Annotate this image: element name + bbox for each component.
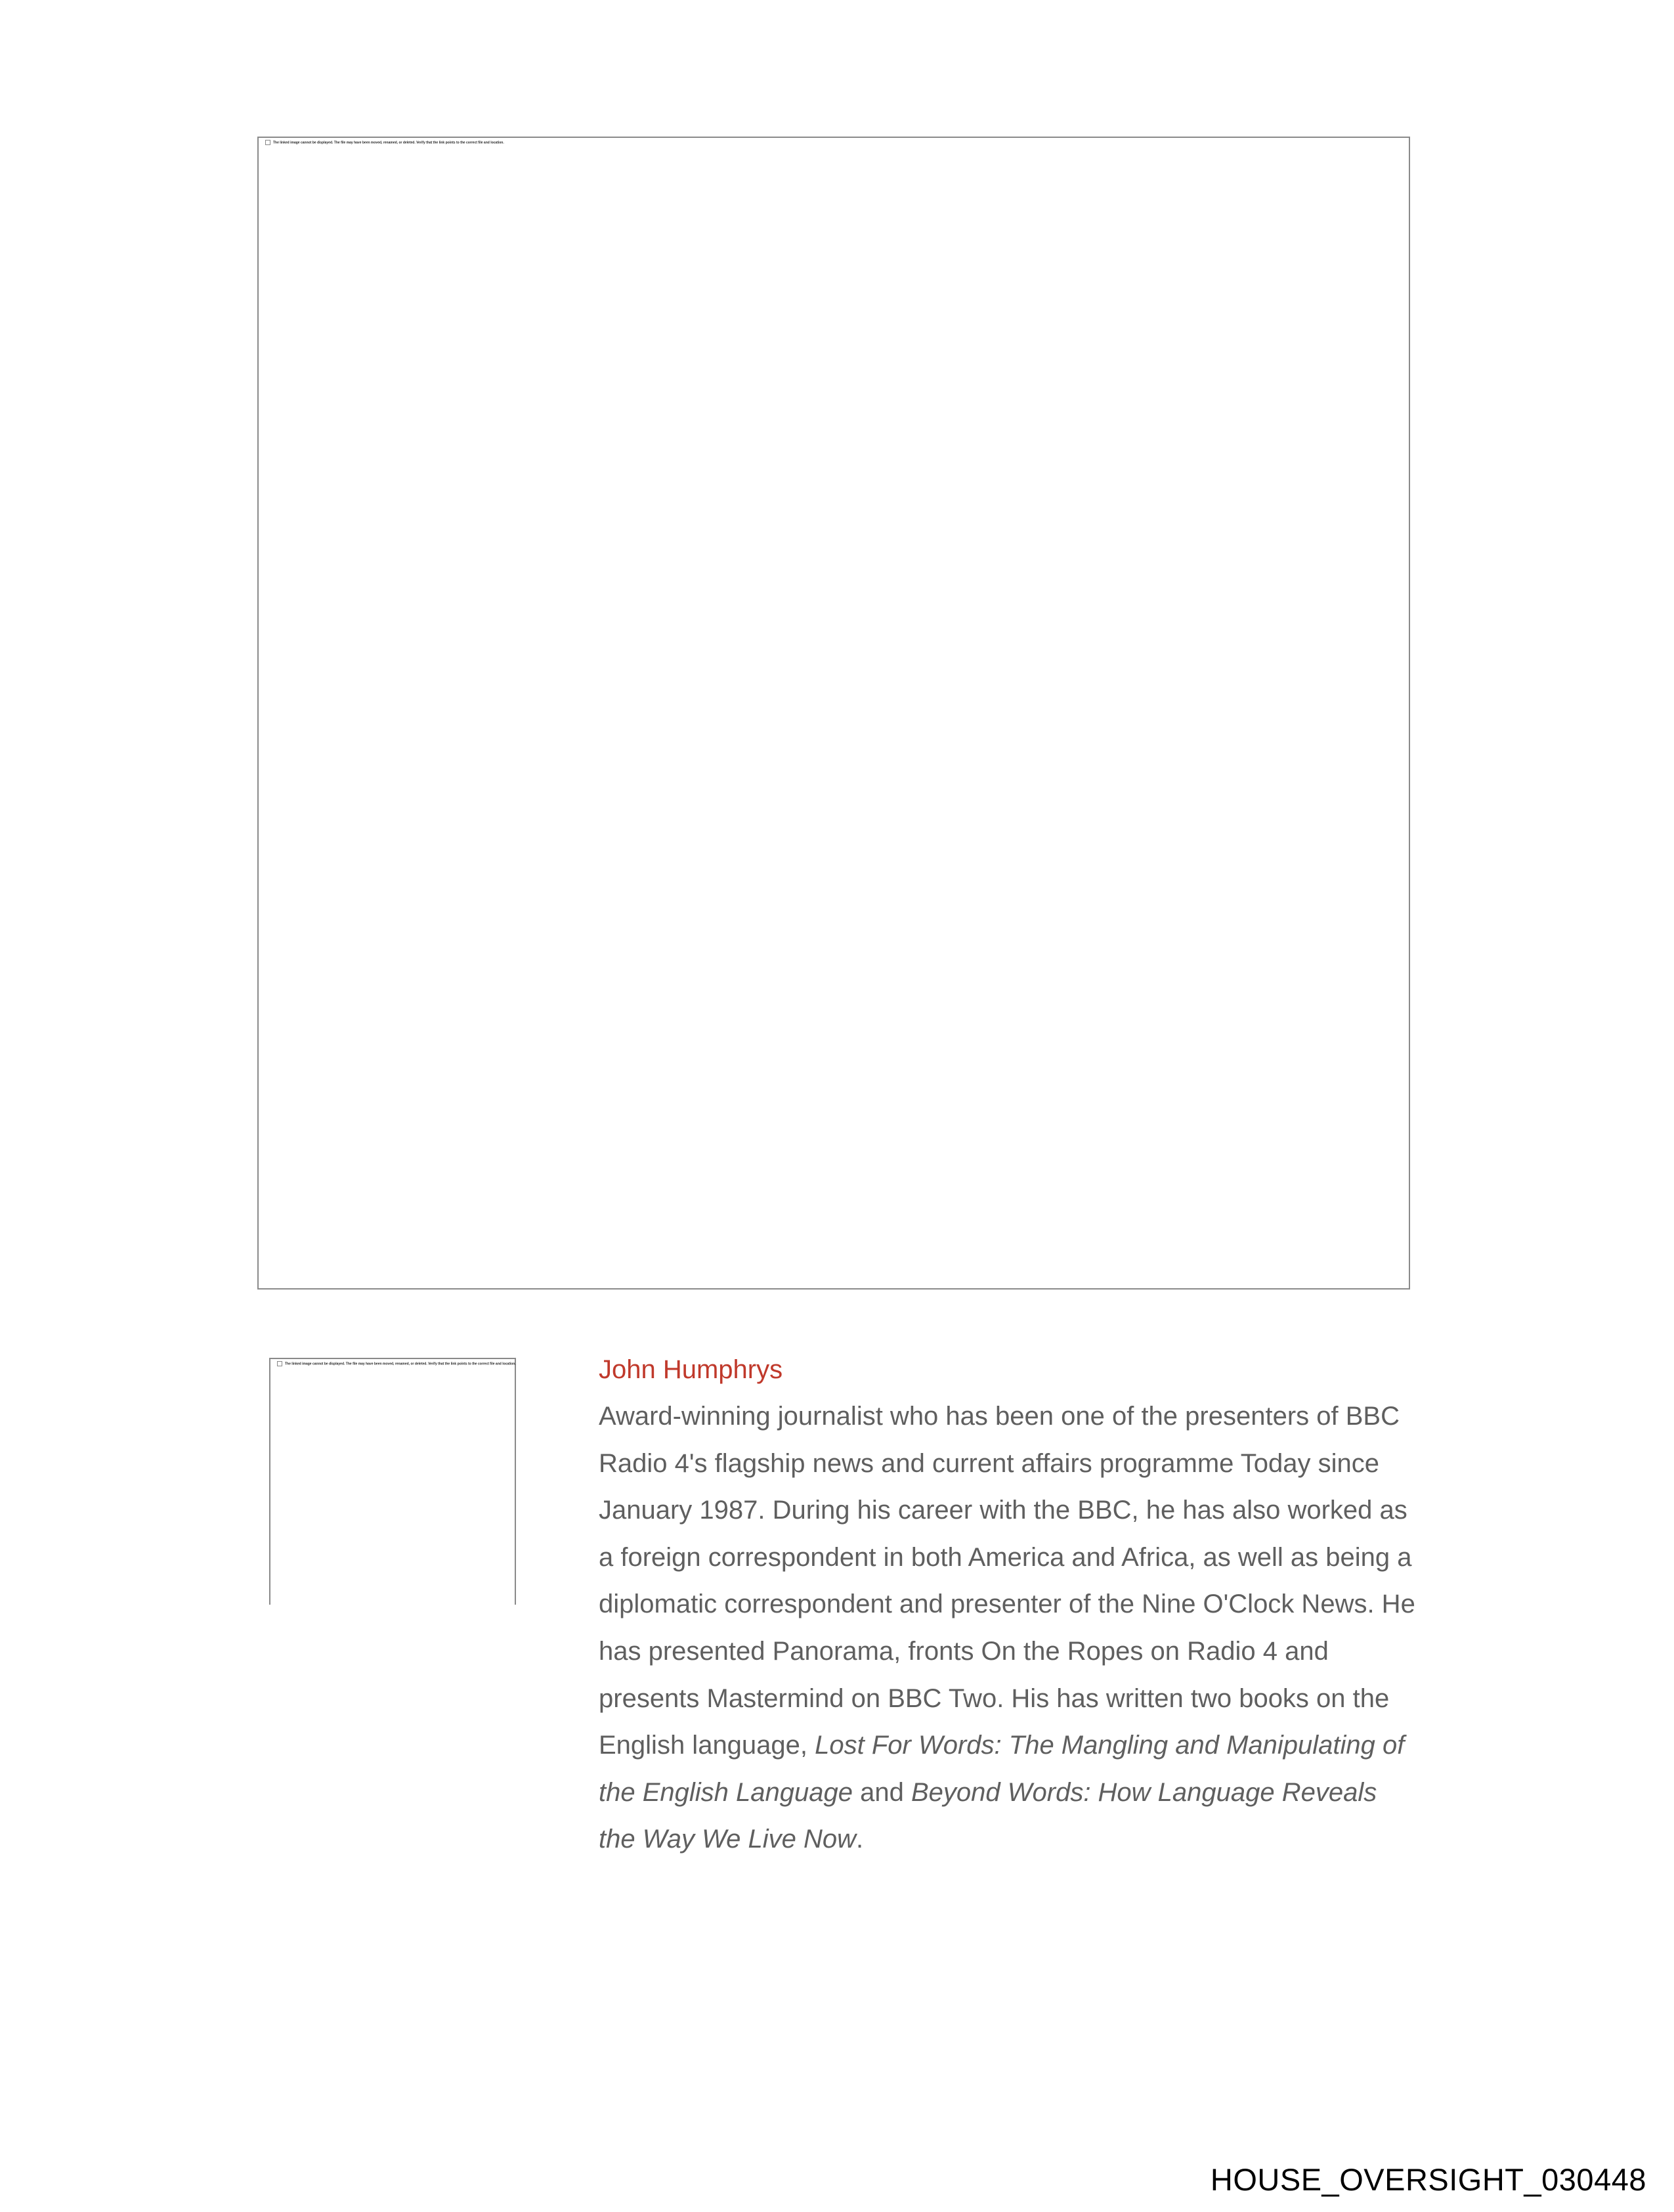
bio-paragraph — [599, 1393, 1419, 1863]
book-title: Beyond Words: How Language Reveals the Way We Live Now — [599, 1777, 1377, 1854]
broken-image-message: The linked image cannot be displayed. The file may have been moved, renamed, or deleted. Verify that the link points to the correct file and location. — [285, 1362, 516, 1366]
large-image-placeholder — [257, 137, 1410, 1290]
bio-name: John Humphrys — [599, 1355, 783, 1384]
bio-section — [599, 1346, 1419, 1863]
bio-text-part: and — [853, 1777, 911, 1807]
broken-image-icon — [277, 1361, 282, 1366]
portrait-image-placeholder — [269, 1358, 516, 1605]
bio-text-part: . — [856, 1825, 864, 1854]
document-id: HOUSE_OVERSIGHT_030448 — [1210, 2162, 1646, 2197]
broken-image-message: The linked image cannot be displayed. The file may have been moved, renamed, or deleted. Verify that the link points to the correct file and location. — [273, 141, 504, 145]
book-title: Lost For Words: The Mangling and Manipulating of the English Language — [599, 1731, 1405, 1807]
bio-text-part: Award-winning journalist who has been one of the presenters of BBC Radio 4's flagship news and current affairs programme Today since January 1987. During his career with the BBC, he has also worked as a foreign correspondent in both America and Africa, as well as being a diplomatic correspondent and presenter of the Nine O'Clock News. He has presented Panorama, fronts On the Ropes on Radio 4 and presents Mastermind on BBC Two. His has written two books on the English language, — [599, 1402, 1415, 1760]
broken-image-icon — [265, 140, 270, 145]
